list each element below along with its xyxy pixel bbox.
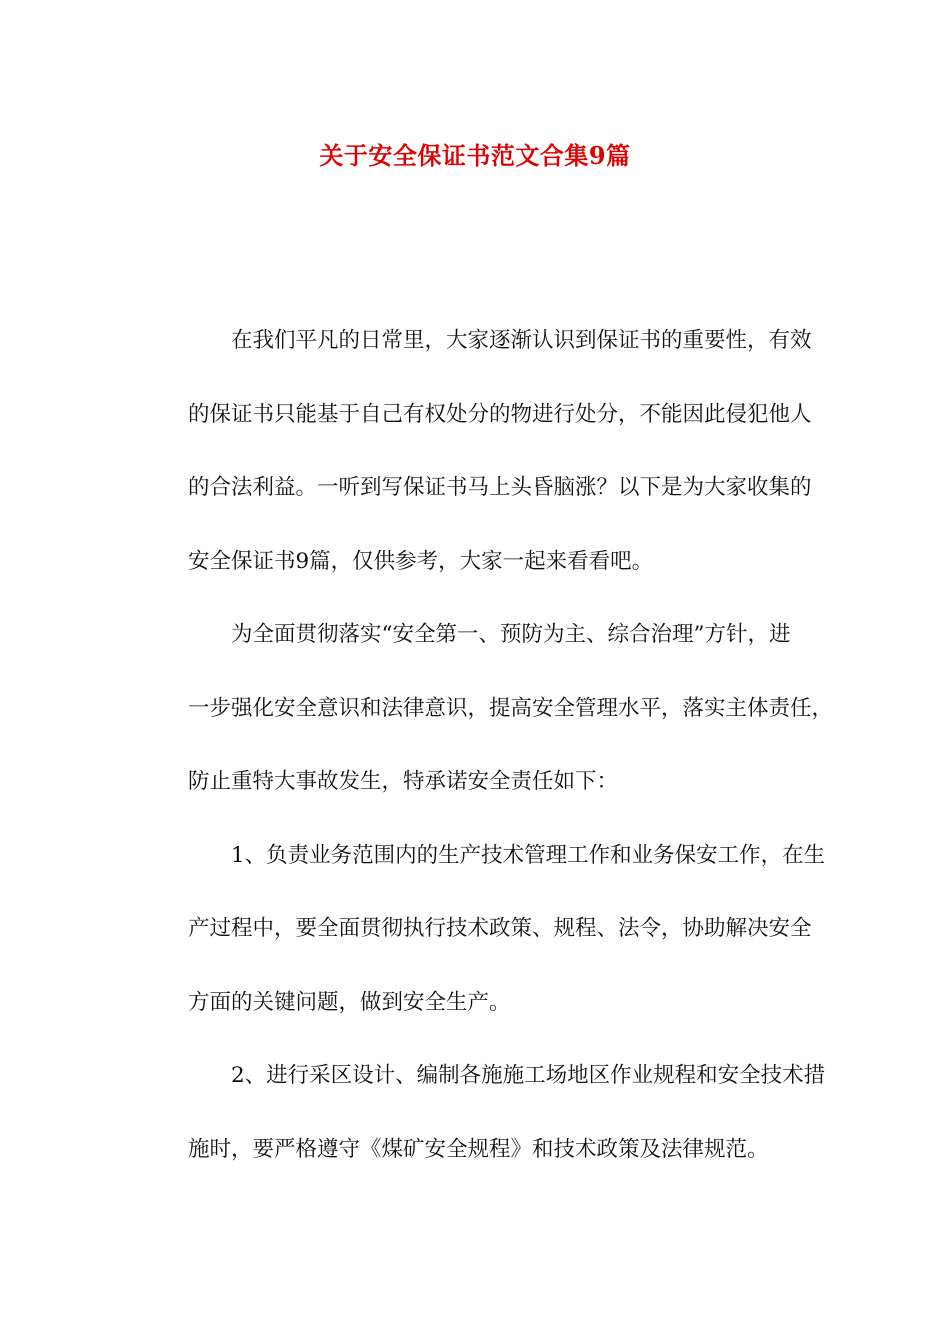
paragraph-item-2 [145, 1039, 826, 1186]
paragraph-line: 产过程中，要全面贯彻执行技术政策、规程、法令，协助解决安全 [188, 916, 812, 941]
paragraph-line: 1、负责业务范围内的生产技术管理工作和业务保安工作，在生 [231, 842, 826, 868]
paragraph-item-1 [145, 819, 826, 1040]
paragraph-line: 的合法利益。一听到写保证书马上头昏脑涨？以下是为大家收集的 [188, 475, 812, 500]
paragraph-line: 的保证书只能基于自己有权处分的物进行处分，不能因此侵犯他人 [188, 401, 812, 427]
paragraph-line: 施时，要严格遵守《煤矿安全规程》和技术政策及法律规范。 [188, 1136, 769, 1162]
paragraph-line: 方面的关键问题，做到安全生产。 [188, 989, 511, 1015]
paragraph-line: 一步强化安全意识和法律意识，提高安全管理水平，落实主体责任， [188, 695, 834, 721]
paragraph-commitment [145, 598, 834, 819]
paragraph-line: 安全保证书9篇，仅供参考，大家一起来看看吧。 [188, 548, 654, 574]
paragraph-line: 在我们平凡的日常里，大家逐渐认识到保证书的重要性，有效 [231, 328, 812, 353]
paragraph-line: 防止重特大事故发生，特承诺安全责任如下： [188, 769, 619, 794]
document-body [145, 304, 834, 1186]
paragraph-line: 为全面贯彻落实“安全第一、预防为主、综合治理”方针，进 [231, 622, 791, 647]
paragraph-line: 2、进行采区设计、编制各施施工场地区作业规程和安全技术措 [231, 1063, 826, 1088]
paragraph-intro [145, 304, 815, 598]
document-title: 关于安全保证书范文合集9篇 [319, 141, 631, 170]
